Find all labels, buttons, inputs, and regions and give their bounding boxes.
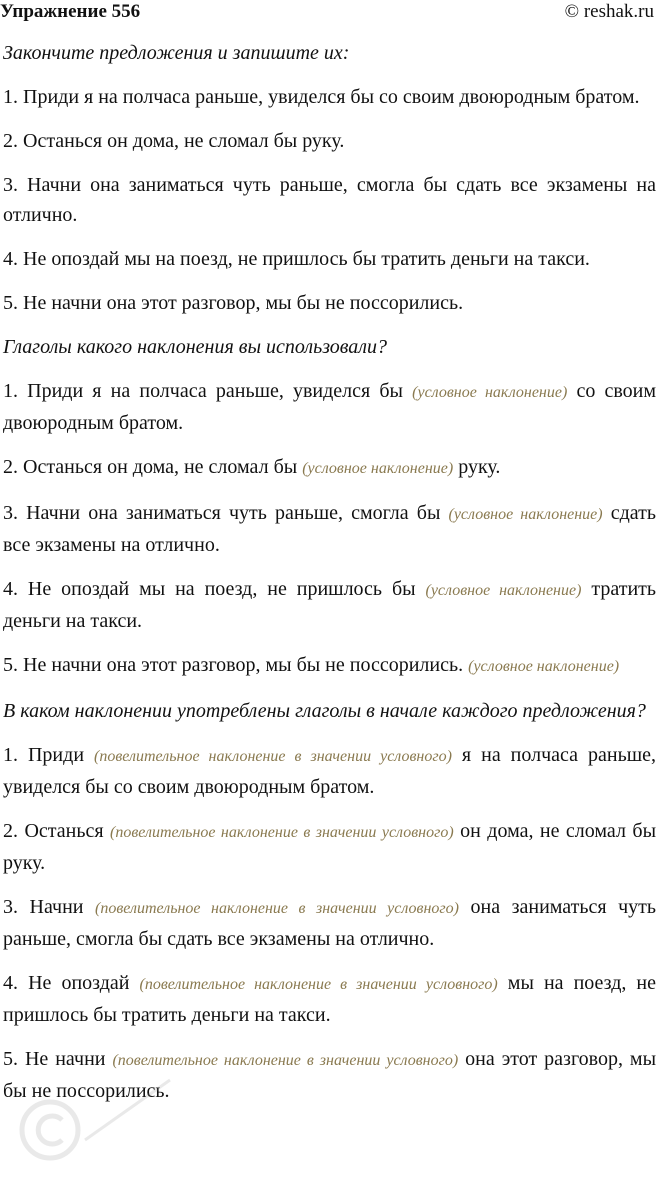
sentence-1-3: 3. Начни она заниматься чуть раньше, смогла бы сдать все экзамены на отлично. — [3, 174, 656, 226]
answer-text: со своим двоюродным братом. — [3, 380, 656, 434]
sentence-1-2: 2. Останься он дома, не сломал бы руку. — [3, 130, 345, 152]
answer-text: 5. Не начни — [3, 1048, 106, 1070]
answer-3-2 — [3, 816, 656, 878]
answer-text: тратить деньги на такси. — [3, 578, 657, 632]
answer-text: 2. Останься он дома, не сломал бы — [3, 456, 298, 478]
grammar-note: (условное наклонение) — [302, 460, 454, 477]
answer-text: 1. Приди я на полчаса раньше, увиделся бы — [3, 380, 403, 402]
question-1: Закончите предложения и запишите их: — [3, 42, 350, 64]
grammar-note: (повелительное наклонение в значении условного) — [94, 748, 452, 765]
grammar-note: (повелительное наклонение в значении условного) — [95, 900, 459, 917]
grammar-note: (условное наклонение) — [425, 582, 582, 599]
answer-text: она заниматься чуть раньше, смогла бы сдать все экзамены на отлично. — [3, 896, 657, 950]
site-copyright: © reshak.ru — [564, 1, 654, 22]
answer-text: сдать все экзамены на отлично. — [3, 502, 657, 556]
answer-text: 3. Начни — [3, 896, 84, 918]
grammar-note: (повелительное наклонение в значении условного) — [112, 1052, 459, 1069]
grammar-note: (повелительное наклонение в значении условного) — [109, 824, 454, 841]
answer-3-5 — [3, 1044, 656, 1106]
grammar-note: (условное наклонение) — [468, 658, 620, 675]
grammar-note: (повелительное наклонение в значении условного) — [139, 976, 498, 993]
answer-text: я на полчаса раньше, увиделся бы со своим двоюродным братом. — [3, 744, 657, 798]
sentence-1-5: 5. Не начни она этот разговор, мы бы не поссорились. — [3, 292, 464, 314]
answer-2-4 — [3, 574, 656, 636]
answer-3-1 — [3, 740, 656, 802]
answer-text: 5. Не начни она этот разговор, мы бы не поссорились. — [3, 654, 464, 676]
answer-text: мы на поезд, не пришлось бы тратить деньги на такси. — [3, 972, 657, 1026]
answer-text: 3. Начни она заниматься чуть раньше, смогла бы — [3, 502, 441, 524]
answer-3-3 — [3, 892, 656, 954]
answer-text: он дома, не сломал бы руку. — [3, 820, 657, 874]
answer-text: 1. Приди — [3, 744, 85, 766]
sentence-1-4: 4. Не опоздай мы на поезд, не пришлось бы тратить деньги на такси. — [3, 248, 590, 270]
answer-text: руку. — [458, 456, 501, 478]
answer-2-1 — [3, 376, 656, 438]
answer-text: 2. Останься — [3, 820, 104, 842]
exercise-title: Упражнение 556 — [0, 1, 141, 22]
grammar-note: (условное наклонение) — [448, 506, 603, 523]
answer-text: 4. Не опоздай мы на поезд, не пришлось бы — [3, 578, 416, 600]
answer-2-5 — [3, 650, 656, 682]
answer-3-4 — [3, 968, 656, 1030]
page-header — [0, 0, 658, 26]
answer-text: она этот разговор, мы бы не поссорились. — [3, 1048, 657, 1102]
question-3: В каком наклонении употреблены глаголы в начале каждого предложения? — [3, 700, 646, 722]
answer-2-3 — [3, 498, 656, 560]
answer-2-2 — [3, 452, 656, 484]
sentence-1-1: 1. Приди я на полчаса раньше, увиделся бы со своим двоюродным братом. — [3, 86, 640, 108]
grammar-note: (условное наклонение) — [412, 384, 568, 401]
exercise-content — [3, 38, 656, 1120]
question-2: Глаголы какого наклонения вы использовали? — [3, 336, 387, 358]
answer-text: 4. Не опоздай — [3, 972, 130, 994]
